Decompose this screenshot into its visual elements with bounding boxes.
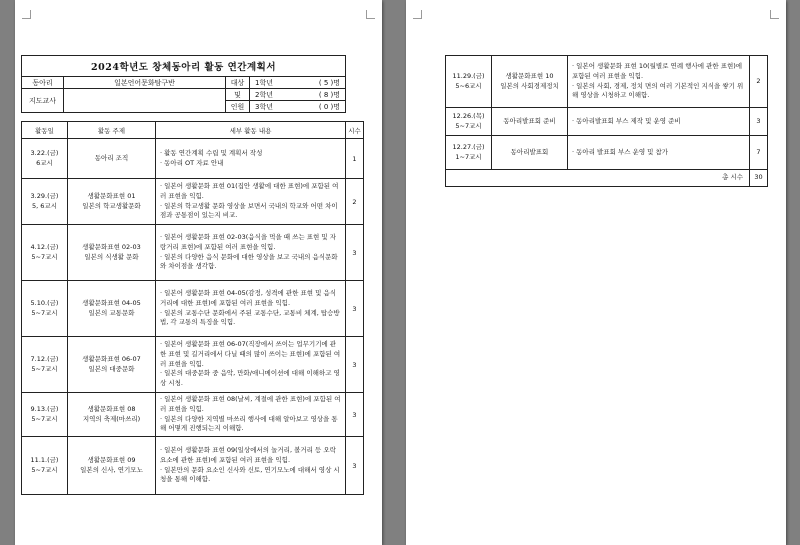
topic-line: 생활문화표현 10 <box>505 71 554 80</box>
detail-item: · 일본어 생활문화 표현 09(일상에서의 놀거리, 볼거리 등 오락 요소에 관한 표현)에 포함된 여러 표현을 익힘. <box>160 446 336 464</box>
date-line: 5, 6교시 <box>32 201 57 210</box>
topic-line: 일본의 교통문화 <box>88 308 135 317</box>
date-line: 12.26.(목) <box>452 111 485 120</box>
table-header-row <box>22 122 364 139</box>
table-row <box>446 108 768 136</box>
row-date <box>22 225 68 281</box>
grade-row: 2학년 ( 8 )명 <box>250 89 346 101</box>
topic-line: 생활문화표현 02-03 <box>82 242 141 251</box>
date-line: 5~7교시 <box>31 465 58 474</box>
topic-line: 지역의 축제(마쓰리) <box>82 414 141 423</box>
topic-line: 일본의 학교생활문화 <box>82 201 141 210</box>
club-label: 동아리 <box>22 77 64 89</box>
date-line: 5~7교시 <box>31 252 58 261</box>
row-detail <box>568 56 750 108</box>
row-topic <box>68 437 156 495</box>
detail-item: · 일본의 학교생활 문화 영상을 보면서 국내의 학교와 어떤 차이점과 공통점이 있는지 비교. <box>160 201 338 220</box>
row-hours: 1 <box>346 139 364 179</box>
grade-row: 3학년 ( 0 )명 <box>250 101 346 113</box>
row-date <box>446 108 492 136</box>
topic-line: 동아리발표회 준비 <box>503 116 556 125</box>
topic-line: 생활문화표현 01 <box>87 191 136 200</box>
row-topic <box>492 108 568 136</box>
table-row <box>22 393 364 437</box>
detail-item: · 일본만의 문화 요소인 신사와 신토, 연기모노에 대해서 영상 시청을 통해 이해함. <box>160 465 340 484</box>
row-date <box>22 281 68 337</box>
detail-item: · 일본의 사회, 경제, 정치 면의 여러 기본적인 지식을 쌓기 위해 영상을 시청하고 이해함. <box>572 81 744 100</box>
grade-row: 1학년 ( 5 )명 <box>250 77 346 89</box>
topic-line: 생활문화표현 04-05 <box>82 298 141 307</box>
row-hours: 3 <box>346 393 364 437</box>
row-date <box>446 56 492 108</box>
date-line: 7.12.(금) <box>30 354 59 363</box>
club-name: 일본언어문화탐구반 <box>64 77 226 89</box>
row-detail <box>156 225 346 281</box>
row-hours: 3 <box>750 108 768 136</box>
row-topic <box>68 179 156 225</box>
row-topic <box>492 136 568 170</box>
date-line: 4.12.(금) <box>30 242 59 251</box>
advisor-name <box>64 89 226 113</box>
row-topic <box>492 56 568 108</box>
date-line: 11.1.(금) <box>30 455 59 464</box>
table-row <box>22 281 364 337</box>
crop-mark <box>366 10 375 19</box>
table-row <box>22 139 364 179</box>
header-date: 활동일 <box>22 122 68 139</box>
row-date <box>22 139 68 179</box>
row-hours: 3 <box>346 437 364 495</box>
row-topic <box>68 139 156 179</box>
total-label: 총 시수 <box>446 170 750 187</box>
detail-item: · 일본의 다양한 음식 문화에 대한 영상을 보고 국내의 음식문화와 차이점을 생각함. <box>160 252 338 271</box>
date-line: 9.13.(금) <box>30 404 59 413</box>
members-label: 인원 <box>226 101 250 113</box>
detail-item: · 일본어 생활문화 표현 06-07(직장에서 쓰이는 업무기기에 관한 표현 및 길거리에서 다닐 때의 많이 쓰이는 표현)에 포함된 여러 표현을 익힘. <box>160 340 341 368</box>
row-topic <box>68 337 156 393</box>
row-hours: 7 <box>750 136 768 170</box>
date-line: 1~7교시 <box>455 152 482 161</box>
header-topic: 활동 주제 <box>68 122 156 139</box>
detail-item: · 일본의 다양한 지역별 마쓰리 행사에 대해 알아보고 영상을 통해 어떻게 진행되는지 이해함. <box>160 414 338 433</box>
advisor-label: 지도교사 <box>22 89 64 113</box>
date-line: 5~7교시 <box>455 121 482 130</box>
date-line: 3.22.(금) <box>30 148 59 157</box>
date-line: 12.27.(금) <box>452 142 485 151</box>
row-detail <box>568 108 750 136</box>
date-line: 5~7교시 <box>31 308 58 317</box>
row-date <box>446 136 492 170</box>
row-detail <box>156 179 346 225</box>
row-topic <box>68 393 156 437</box>
topic-line: 일본의 대중문화 <box>88 364 135 373</box>
table-row <box>446 136 768 170</box>
date-line: 11.29.(금) <box>452 71 485 80</box>
detail-item: · 동아리 OT 자료 안내 <box>160 158 224 167</box>
date-line: 6교시 <box>36 158 53 167</box>
row-detail <box>156 437 346 495</box>
detail-item: · 일본의 대중문화 중 음악, 만화/애니메이션에 대해 이해하고 영상 시청. <box>160 369 340 388</box>
detail-item: · 일본어 생활문화 표현 02-03(음식을 먹을 때 쓰는 표현 및 자랑거리 표현)에 포함된 여러 표현을 익힘. <box>160 233 337 251</box>
row-date <box>22 437 68 495</box>
row-topic <box>68 281 156 337</box>
activity-table-body <box>22 139 364 495</box>
crop-mark <box>770 10 779 19</box>
topic-line: 생활문화표현 08 <box>87 404 136 413</box>
topic-line: 일본의 식생활 문화 <box>84 252 139 261</box>
date-line: 5~7교시 <box>31 364 58 373</box>
detail-item: · 일본어 생활문화 표현 04-05(감정, 성격에 관한 표현 및 음식거리에 대한 표현)에 포함된 여러 표현을 익힘. <box>160 289 337 307</box>
date-line: 3.29.(금) <box>30 191 59 200</box>
row-hours: 3 <box>346 281 364 337</box>
detail-item: · 활동 연간계획 수립 및 계획서 작성 <box>160 148 263 157</box>
detail-item: · 일본의 교통수단 문화에서 주된 교통수단, 교통비 체계, 탑승방법, 각 교통의 특징을 익힘. <box>160 308 340 327</box>
members-label: 및 <box>226 89 250 101</box>
row-hours: 2 <box>750 56 768 108</box>
row-detail <box>156 281 346 337</box>
date-line: 5.10.(금) <box>30 298 59 307</box>
date-line: 5~7교시 <box>31 414 58 423</box>
members-label: 대상 <box>226 77 250 89</box>
topic-line: 생활문화표현 09 <box>87 455 136 464</box>
row-topic <box>68 225 156 281</box>
row-detail <box>156 337 346 393</box>
table-row <box>446 56 768 108</box>
table-row <box>22 225 364 281</box>
row-detail <box>156 139 346 179</box>
row-detail <box>568 136 750 170</box>
activity-table-continued <box>445 55 768 187</box>
topic-line: 동아리발표회 <box>510 147 549 156</box>
document-title: 2024학년도 창체동아리 활동 연간계획서 <box>22 56 346 77</box>
header-detail: 세부 활동 내용 <box>156 122 346 139</box>
row-detail <box>156 393 346 437</box>
row-hours: 2 <box>346 179 364 225</box>
total-row <box>446 170 768 187</box>
activity-table-continued-body <box>446 56 768 170</box>
row-hours: 3 <box>346 337 364 393</box>
table-row <box>22 337 364 393</box>
row-date <box>22 393 68 437</box>
header-info-table <box>21 55 346 113</box>
row-date <box>22 337 68 393</box>
detail-item: · 일본어 생활문화 표현 10(월별로 연례 행사에 관한 표현)에 포함된 여러 표현을 익힘. <box>572 62 743 80</box>
total-value: 30 <box>750 170 768 187</box>
detail-item: · 일본어 생활문화 표현 08(날씨, 계절에 관한 표현)에 포함된 여러 표현을 익힘. <box>160 395 341 413</box>
detail-item: · 동아리발표회 부스 제작 및 운영 준비 <box>572 116 681 125</box>
topic-line: 일본의 사회경제정치 <box>500 81 559 90</box>
row-hours: 3 <box>346 225 364 281</box>
date-line: 5~6교시 <box>455 81 482 90</box>
table-row <box>22 179 364 225</box>
header-hours: 시수 <box>346 122 364 139</box>
topic-line: 생활문화표현 06-07 <box>82 354 141 363</box>
crop-mark <box>22 10 31 19</box>
row-date <box>22 179 68 225</box>
activity-table <box>21 121 364 495</box>
detail-item: · 동아리 발표회 부스 운영 및 참가 <box>572 147 669 156</box>
table-row <box>22 437 364 495</box>
detail-item: · 일본어 생활문화 표현 01(집안 생활에 대한 표현)에 포함된 여러 표현을 익힘. <box>160 182 339 200</box>
crop-mark <box>413 10 422 19</box>
topic-line: 일본의 신사, 연기모노 <box>80 465 143 474</box>
topic-line: 동아리 조직 <box>94 153 129 162</box>
